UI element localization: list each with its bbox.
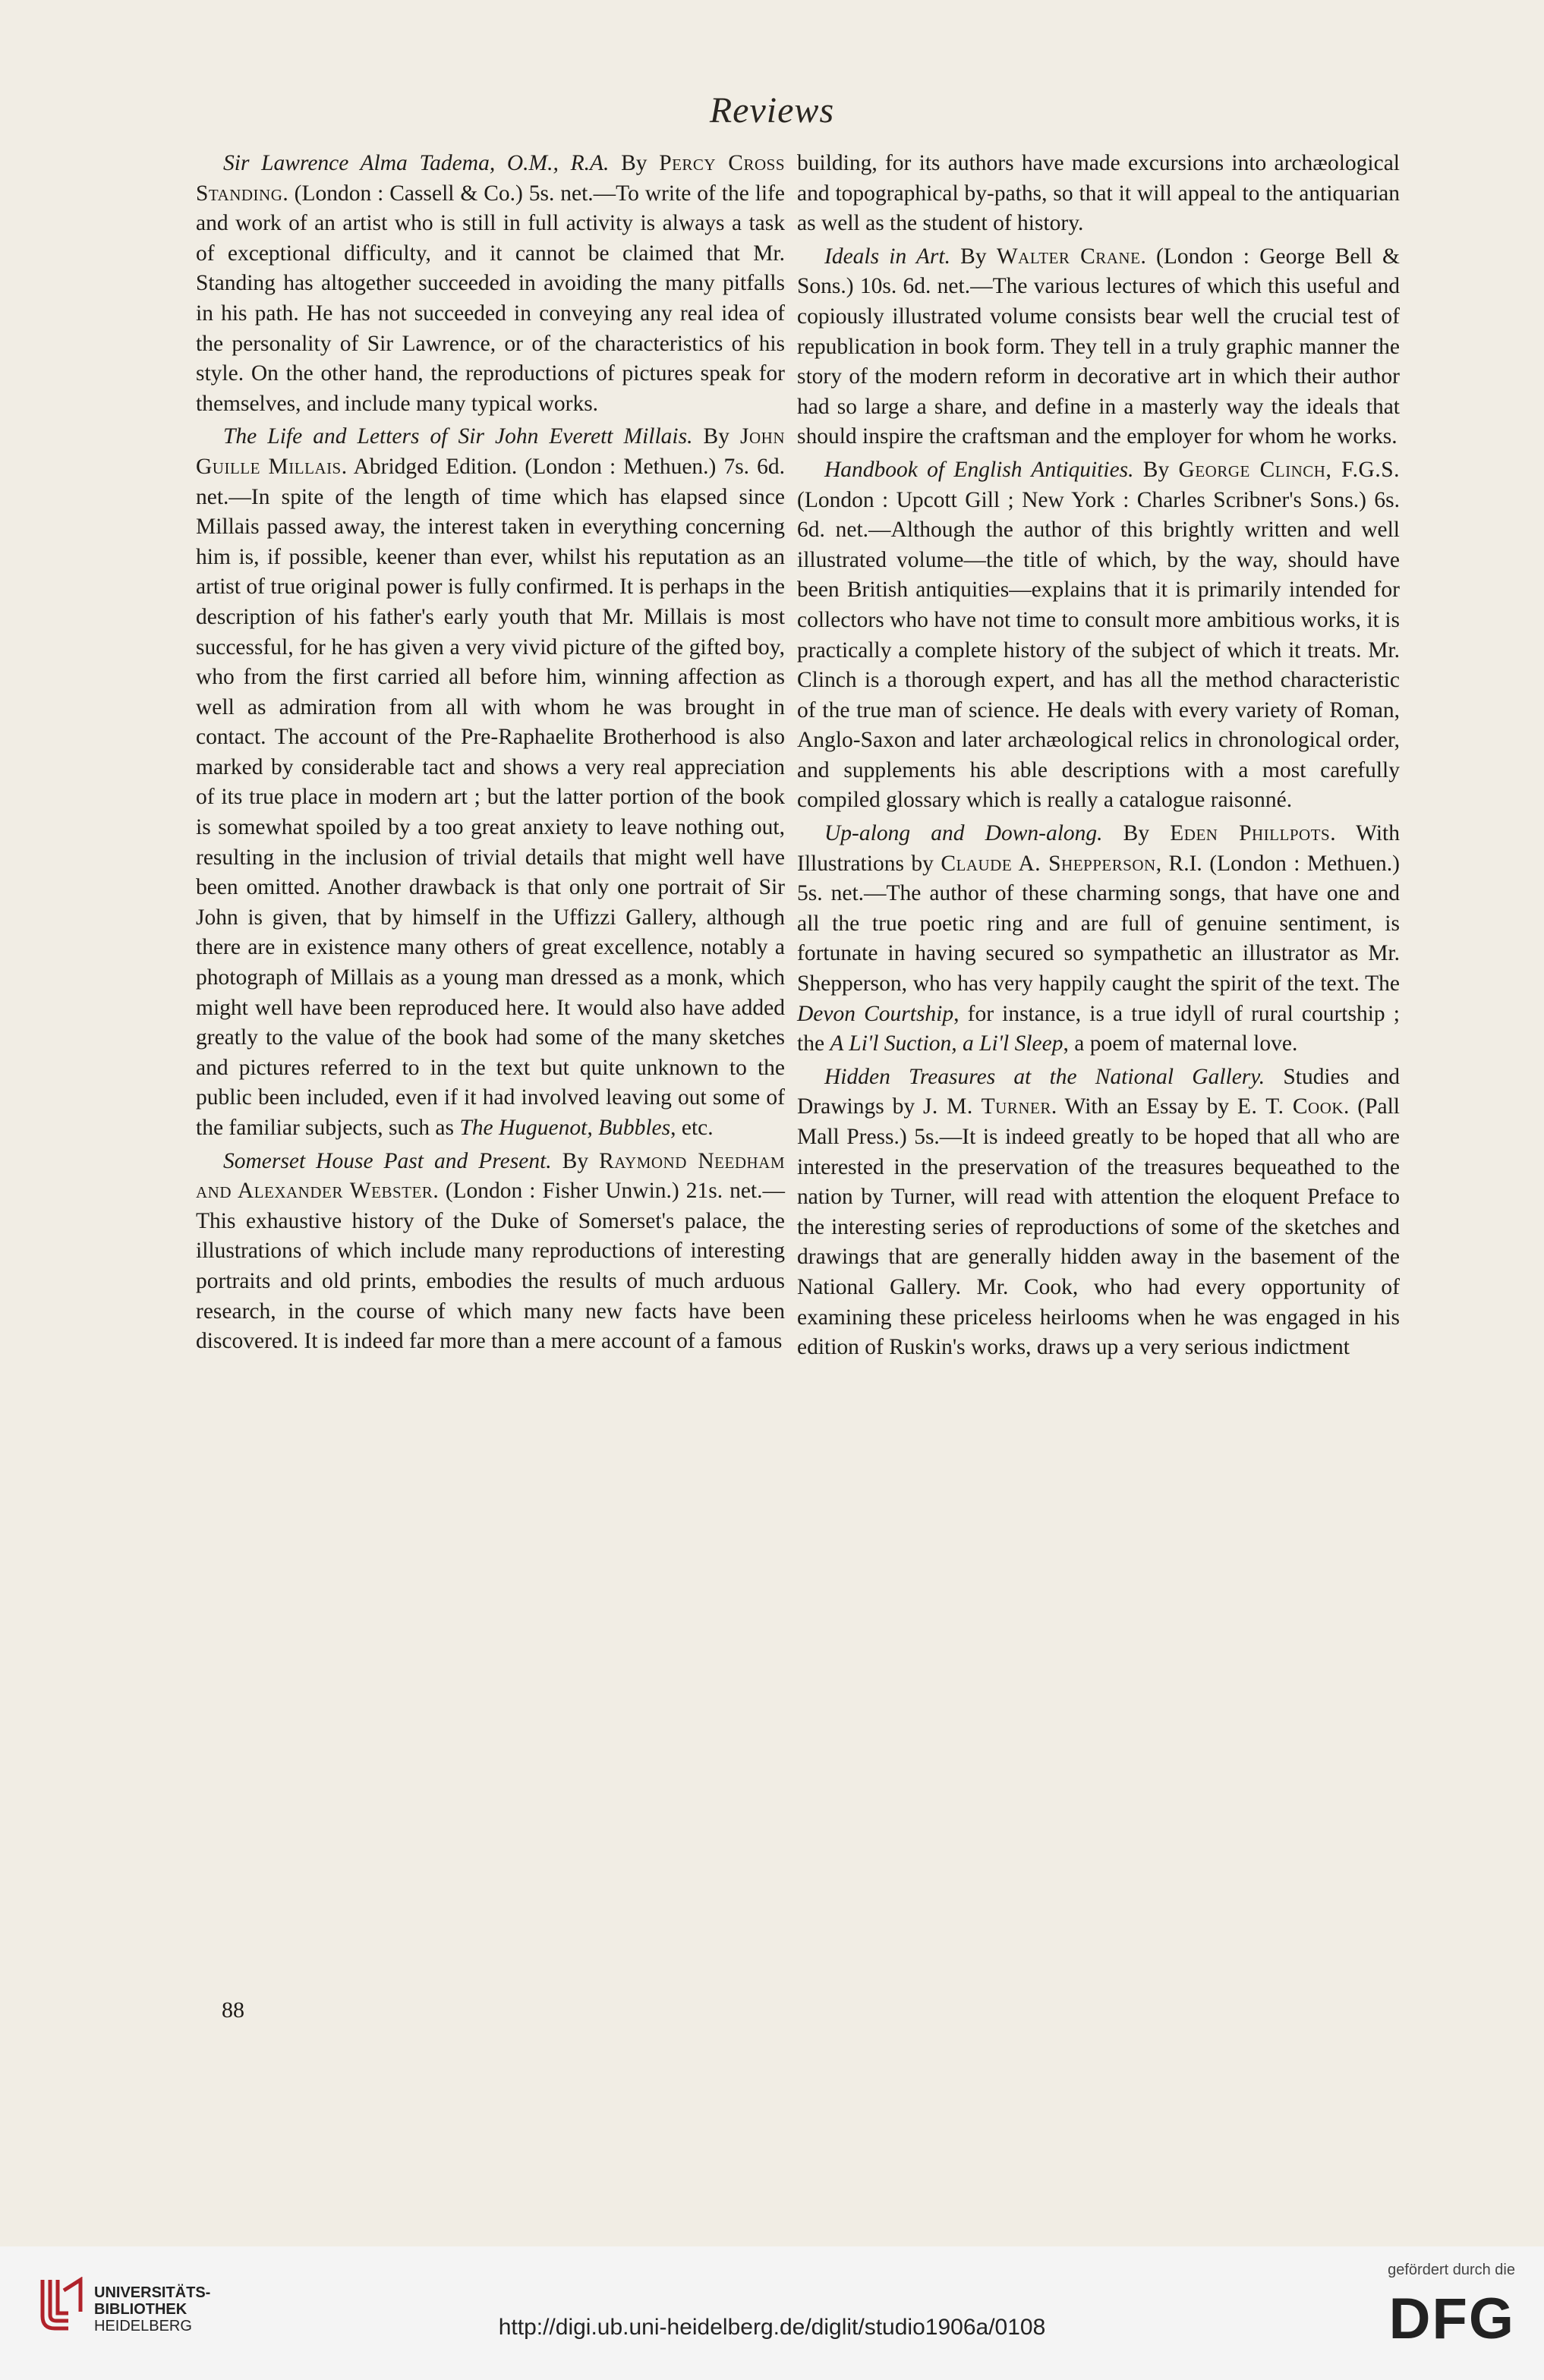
review-italic-titles: The Huguenot, Bubbles xyxy=(459,1116,671,1140)
library-line: HEIDELBERG xyxy=(94,2318,192,2334)
right-column xyxy=(797,149,1400,1366)
review-item xyxy=(196,1147,785,1357)
permalink-url[interactable]: http://digi.ub.uni-heidelberg.de/diglit/studio1906a/0108 xyxy=(498,2315,1046,2340)
review-italic-title: A Li'l Suction, a Li'l Sleep xyxy=(830,1031,1063,1056)
by-word: By xyxy=(1102,821,1171,846)
page-number: 88 xyxy=(222,1998,244,2023)
left-column xyxy=(196,149,785,1360)
review-item xyxy=(196,422,785,1143)
by-word: By xyxy=(551,1148,600,1173)
review-body: . Abridged Edition. (London : Methuen.) 7s. 6d. net.—In spite of the length of time which has elapsed since Millais passed away, the interest taken in everything concerning him is, if possible, keener than ever, whilst his reputation as an artist of true original power is fully confirmed. It is perhaps in the description of his father's early youth that Mr. Millais is most successful, for he has given a very vivid picture of the gifted boy, who from the first carried all before him, winning affection as well as admiration from all with whom he was brought in contact. The account of the Pre-Raphaelite Brotherhood is also marked by considerable tact and shows a very real appreciation of its true place in modern art ; but the latter portion of the book is somewhat spoiled by a too great anxiety to leave nothing out, resulting in the inclusion of trivial details that might well have been omitted. Another drawback is that only one portrait of Sir John is given, that by himself in the Uffizzi Gallery, although there are in existence many others of great excellence, notably a photograph of Millais as a young man dressed as a monk, which might well have been reproduced here. It would also have added greatly to the value of the book had some of the many sketches and pictures referred to in the text but quite unknown to the public been included, even if it had involved leaving out some of the familiar subjects, such as xyxy=(196,454,785,1140)
review-item xyxy=(196,149,785,419)
dfg-logo: DFG xyxy=(1388,2287,1515,2351)
review-body: . (London : George Bell & Sons.) 10s. 6d. net.—The various lectures of which this useful and copiously illustrated volume consists bear well the crucial test of republication in book form. They tell in a truly graphic manner the story of the modern reform in decorative art in which their author had so large a share, and define in a masterly way the ideals that should inspire the craftsman and the employer for whom he works. xyxy=(797,244,1400,449)
review-body: , R.I. (London : Methuen.) 5s. net.—The author of these charming songs, that have one and all the true poetic ring and are full of genuine sentiment, is fortunate in having secured so sympathetic an illustrator as Mr. Shepperson, who has very happily caught the spirit of the text. The xyxy=(797,851,1401,996)
review-title: Somerset House Past and Present. xyxy=(223,1148,552,1173)
by-word: By xyxy=(609,151,660,175)
library-line: BIBLIOTHEK xyxy=(94,2301,187,2318)
review-italic-title: Devon Courtship xyxy=(797,1001,954,1026)
review-item xyxy=(797,455,1400,816)
review-body: . (London : Cassell & Co.) 5s. net.—To write of the life and work of an artist who is still in full activity is always a task of exceptional difficulty, and it cannot be claimed that Mr. Standing has altogether succeeded in avoiding the many pitfalls in his path. He has not succeeded in conveying any real idea of the personality of Sir Lawrence, or of the characteristics of his style. On the other hand, the reproductions of pictures speak for themselves, and include many typical works. xyxy=(196,181,785,416)
page-header-title: Reviews xyxy=(709,90,835,131)
review-title: The Life and Letters of Sir John Everett Millais. xyxy=(223,424,693,449)
review-body-tail: , etc. xyxy=(670,1116,714,1140)
review-author: Percy Cross Standing xyxy=(196,151,785,206)
review-title: Ideals in Art. xyxy=(824,244,950,269)
review-author: J. M. Turner xyxy=(922,1094,1051,1119)
funding-caption: gefördert durch die xyxy=(1388,2262,1515,2278)
review-body: (London : Upcott Gill ; New York : Charles Scribner's Sons.) 6s. 6d. net.—Although the author of this brightly written and well illustrated volume—the title of which, by the way, should have been British antiquities—explains that it is primarily intended for collectors who have not time to consult more ambitious works, it is practically a complete history of the subject of which it treats. Mr. Clinch is a thorough expert, and has all the method characteristic of the true man of science. He deals with every variety of Roman, Anglo-Saxon and later archæological relics in chronological order, and supplements his able descriptions with a most carefully compiled glossary which is really a catalogue raisonné. xyxy=(797,487,1400,813)
review-title: Sir Lawrence Alma Tadema, O.M., R.A. xyxy=(223,151,610,175)
review-item xyxy=(797,819,1400,1059)
by-word: By xyxy=(1133,457,1179,482)
review-title: Up-along and Down-along. xyxy=(824,821,1103,846)
review-body: . (London : Fisher Unwin.) 21s. net.—This exhaustive history of the Duke of Somerset's palace, the illustrations of which include many reproductions of interesting portraits and old prints, embodies the results of much arduous research, in the course of which many new facts have been discovered. It is indeed far more than a mere account of a famous xyxy=(196,1179,785,1354)
footer-bar xyxy=(0,2246,1544,2380)
review-item xyxy=(797,1062,1400,1363)
review-author: George Clinch, F.G.S. xyxy=(1178,457,1400,482)
review-body: . With Illustrations by xyxy=(797,821,1400,876)
review-body: , for instance, is a true idyll of rural courtship ; the xyxy=(797,1001,1400,1056)
review-item xyxy=(797,242,1400,452)
review-body: . (Pall Mall Press.) 5s.—It is indeed greatly to be hoped that all who are interested in the preservation of the treasures bequeathed to the nation by Turner, will read with attention the eloquent Preface to the interesting series of reproductions of some of the sketches and drawings that are generally hidden away in the basement of the National Gallery. Mr. Cook, who had every opportunity of examining these priceless heirlooms when he was engaged in his edition of Ruskin's works, draws up a very serious indictment xyxy=(797,1094,1400,1360)
review-continuation: building, for its authors have made excursions into archæological and topographical by-paths, so that it will appeal to the antiquarian as well as the student of history. xyxy=(797,151,1400,236)
review-author: Walter Crane xyxy=(996,244,1141,269)
review-body: Studies and Drawings by xyxy=(797,1064,1400,1119)
review-author: Raymond Needham and Alexander Webster xyxy=(196,1148,785,1204)
review-author: Eden Phillpots xyxy=(1170,821,1331,846)
review-title: Handbook of English Antiquities. xyxy=(824,457,1134,482)
review-body: , a poem of maternal love. xyxy=(1063,1031,1298,1056)
by-word: By xyxy=(692,424,741,449)
review-author: John Guille Millais xyxy=(196,424,785,479)
review-author: E. T. Cook xyxy=(1237,1094,1344,1119)
by-word: By xyxy=(950,244,997,269)
review-illustrator: Claude A. Shepperson xyxy=(941,851,1156,876)
review-title: Hidden Treasures at the National Gallery. xyxy=(824,1064,1265,1089)
library-line: UNIVERSITÄTS- xyxy=(94,2284,211,2301)
review-body: . With an Essay by xyxy=(1051,1094,1238,1119)
